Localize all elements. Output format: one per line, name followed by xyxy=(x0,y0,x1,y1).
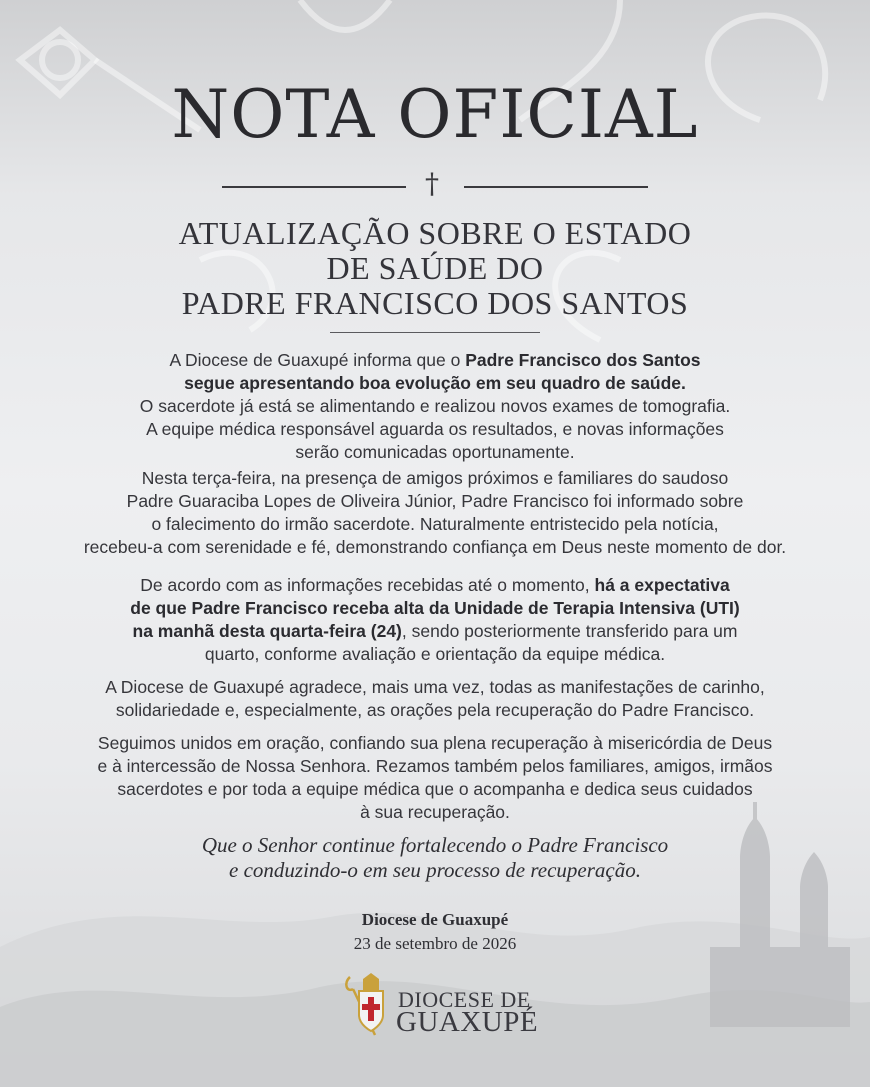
text: O sacerdote já está se alimentando e realizou novos exames de tomografia. xyxy=(139,396,731,416)
page-title: NOTA OFICIAL xyxy=(171,76,699,153)
paragraph-health-update xyxy=(40,349,830,464)
text: Seguimos unidos em oração, confiando sua plena recuperação à misericórdia de Deus xyxy=(97,733,773,753)
text: , sendo posteriormente transferido para um xyxy=(401,621,738,641)
subtitle-line: PADRE FRANCISCO DOS SANTOS xyxy=(181,285,689,321)
bold-text: há a expectativa xyxy=(594,575,730,595)
text: recebeu-a com serenidade e fé, demonstrando confiança em Deus neste momento de dor. xyxy=(83,537,787,557)
subtitle-line: ATUALIZAÇÃO SOBRE O ESTADO xyxy=(178,215,692,251)
text: A Diocese de Guaxupé informa que o xyxy=(169,350,466,370)
text: serão comunicadas oportunamente. xyxy=(295,442,575,462)
subtitle-rule xyxy=(330,332,540,333)
text: o falecimento do irmão sacerdote. Naturalmente entristecido pela notícia, xyxy=(151,514,719,534)
text: Padre Guaraciba Lopes de Oliveira Júnior, Padre Francisco foi informado sobre xyxy=(126,491,744,511)
text: quarto, conforme avaliação e orientação da equipe médica. xyxy=(204,644,666,664)
text: De acordo com as informações recebidas até o momento, xyxy=(140,575,595,595)
bold-text: de que Padre Francisco receba alta da Unidade de Terapia Intensiva (UTI) xyxy=(130,598,740,618)
bold-text: Padre Francisco dos Santos xyxy=(465,350,701,370)
divider-line-right xyxy=(464,186,648,188)
logo-line-1: DIOCESE DE xyxy=(398,987,531,1012)
signature-date: 23 de setembro de 2026 xyxy=(353,934,517,953)
text: solidariedade e, especialmente, as orações pela recuperação do Padre Francisco. xyxy=(115,700,755,720)
text: à sua recuperação. xyxy=(360,802,510,822)
text: Nesta terça-feira, na presença de amigos próximos e familiares do saudoso xyxy=(141,468,729,488)
closing-prayer xyxy=(0,833,870,883)
closing-line: e conduzindo-o em seu processo de recuperação. xyxy=(229,858,641,882)
paragraph-thanks xyxy=(40,676,830,722)
text: sacerdotes e por toda a equipe médica que o acompanha e dedica seus cuidados xyxy=(117,779,753,799)
text: A equipe médica responsável aguarda os resultados, e novas informações xyxy=(146,419,724,439)
text: A Diocese de Guaxupé agradece, mais uma vez, todas as manifestações de carinho, xyxy=(105,677,765,697)
signature xyxy=(0,908,870,956)
subtitle-line: DE SAÚDE DO xyxy=(326,250,544,286)
paragraph-prayer xyxy=(40,732,830,824)
diocese-coat-of-arms-icon xyxy=(341,973,393,1041)
bold-text: na manhã desta quarta-feira (24) xyxy=(132,621,402,641)
text: e à intercessão de Nossa Senhora. Rezamos também pelos familiares, amigos, irmãos xyxy=(97,756,773,776)
bold-text: segue apresentando boa evolução em seu quadro de saúde. xyxy=(184,373,686,393)
subtitle xyxy=(0,216,870,321)
divider-line-left xyxy=(222,186,406,188)
diocese-logo xyxy=(341,973,541,1043)
latin-cross-icon: † xyxy=(425,167,439,200)
signature-name: Diocese de Guaxupé xyxy=(361,910,509,929)
closing-line: Que o Senhor continue fortalecendo o Padre Francisco xyxy=(201,833,669,857)
title-divider xyxy=(222,167,648,200)
logo-line-2: GUAXUPÉ xyxy=(396,1006,539,1038)
paragraph-discharge-expectation xyxy=(40,574,830,666)
paragraph-news-of-passing xyxy=(40,467,830,559)
